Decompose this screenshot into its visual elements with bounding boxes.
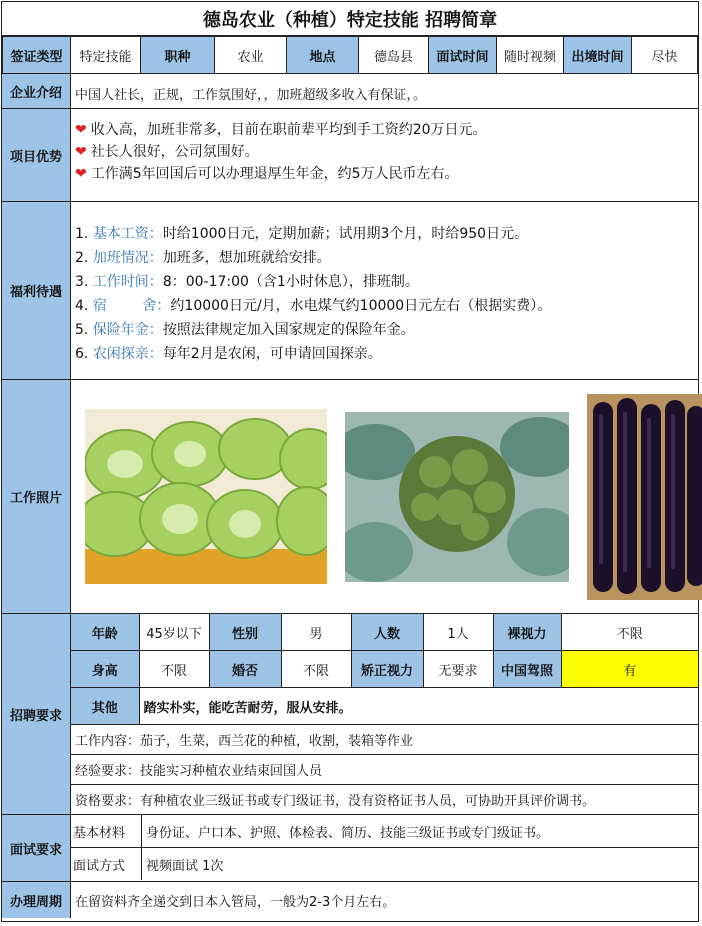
- interview-label: 面试要求: [2, 815, 71, 881]
- departure-time-label: 出境时间: [564, 37, 632, 74]
- license-value: 有: [561, 651, 698, 688]
- visa-type-value: 特定技能: [71, 37, 141, 74]
- other-label: 其他: [71, 688, 139, 725]
- photos-section: [2, 379, 698, 613]
- heart-icon: ❤: [75, 122, 87, 138]
- eggplant-photo: [587, 394, 702, 600]
- job-type-label: 职种: [141, 37, 215, 74]
- benefit-item: 6. 农闲探亲：每年2月是农闲，可申请回国探亲。: [75, 346, 382, 362]
- materials-label: 基本材料: [71, 815, 142, 847]
- benefit-item: 5. 保险年金：按照法律规定加入国家规定的保险年金。: [75, 322, 415, 338]
- naked-vision-value: 不限: [561, 614, 698, 651]
- period-label: 办理周期: [2, 882, 71, 918]
- license-label: 中国驾照: [493, 651, 561, 688]
- interview-time-value: 随时视频: [497, 37, 564, 74]
- visa-type-label: 签证类型: [3, 37, 71, 74]
- height-label: 身高: [71, 651, 139, 688]
- top-info-row: [2, 36, 698, 74]
- interview-time-label: 面试时间: [429, 37, 497, 74]
- location-label: 地点: [287, 37, 359, 74]
- work-content: 工作内容：茄子，生菜，西兰花的种植，收割，装箱等作业: [75, 734, 414, 749]
- corrected-vision-value: 无要求: [423, 651, 493, 688]
- benefit-item: 2. 加班情况：加班多，想加班就给安排。: [75, 250, 331, 266]
- gender-value: 男: [281, 614, 351, 651]
- photo-strip: [71, 380, 702, 613]
- job-type-value: 农业: [215, 37, 287, 74]
- advantage-item: ❤ 工作满5年回国后可以办理退厚生年金，约5万人民币左右。: [75, 166, 459, 182]
- requirements-label: 招聘要求: [2, 614, 71, 814]
- requirements-section: [2, 613, 698, 814]
- method-row: [71, 848, 698, 880]
- other-value: 踏实朴实，能吃苦耐劳，服从安排。: [139, 688, 698, 725]
- company-intro-text: 中国人社长，正规，工作氛围好，，加班超级多收入有保证，。: [75, 88, 427, 103]
- qualification-requirement: 资格要求：有种植农业三级证书或专门级证书，没有资格证书人员，可协助开具评价调书。: [71, 784, 698, 814]
- heart-icon: ❤: [75, 144, 87, 160]
- corrected-vision-label: 矫正视力: [351, 651, 423, 688]
- naked-vision-label: 裸视力: [493, 614, 561, 651]
- page-title: 德岛农业（种植）特定技能 招聘简章: [2, 2, 698, 36]
- photos-label: 工作照片: [2, 380, 71, 613]
- materials-value: 身份证、户口本、护照、体检表、简历、技能三级证书或专门级证书。: [146, 825, 550, 841]
- advantages-list: [71, 109, 698, 201]
- benefits-list: [71, 202, 698, 379]
- recruitment-sheet: [1, 1, 699, 922]
- marital-value: 不限: [281, 651, 351, 688]
- advantages-section: [2, 108, 698, 201]
- requirements-body: [71, 614, 698, 814]
- interview-section: [2, 814, 698, 881]
- company-intro-section: [2, 74, 698, 108]
- location-value: 德岛县: [359, 37, 429, 74]
- age-value: 45岁以下: [139, 614, 209, 651]
- method-label: 面试方式: [71, 848, 142, 880]
- advantage-item: ❤ 社长人很好，公司氛围好。: [75, 144, 259, 160]
- method-value: 视频面试 1次: [146, 858, 224, 874]
- broccoli-photo: [345, 412, 569, 582]
- height-value: 不限: [139, 651, 209, 688]
- advantage-item: ❤ 收入高，加班非常多，目前在职前辈平均到手工资约20万日元。: [75, 122, 487, 138]
- headcount-value: 1人: [423, 614, 493, 651]
- lettuce-photo: [85, 409, 327, 584]
- materials-row: [71, 815, 698, 848]
- departure-time-value: 尽快: [632, 37, 698, 74]
- gender-label: 性别: [209, 614, 281, 651]
- requirements-grid: [71, 614, 698, 725]
- interview-body: [71, 815, 698, 881]
- experience-requirement: 经验要求：技能实习种植农业结束回国人员: [71, 754, 698, 784]
- period-section: [2, 881, 698, 918]
- benefit-item: 4. 宿 舍：约10000日元/月，水电煤气约10000日元左右（根据实费）。: [75, 298, 552, 314]
- headcount-label: 人数: [351, 614, 423, 651]
- age-label: 年龄: [71, 614, 139, 651]
- benefit-item: 3. 工作时间：8：00-17:00（含1小时休息），排班制。: [75, 274, 419, 290]
- period-text: 在留资料齐全递交到日本入管局，一般为2-3个月左右。: [75, 894, 396, 910]
- benefit-item: 1. 基本工资：时给1000日元，定期加薪；试用期3个月，时给950日元。: [75, 226, 529, 242]
- marital-label: 婚否: [209, 651, 281, 688]
- advantages-label: 项目优势: [2, 109, 71, 201]
- benefits-section: [2, 201, 698, 379]
- benefits-label: 福利待遇: [2, 202, 71, 379]
- heart-icon: ❤: [75, 166, 87, 182]
- company-intro-label: 企业介绍: [2, 74, 71, 108]
